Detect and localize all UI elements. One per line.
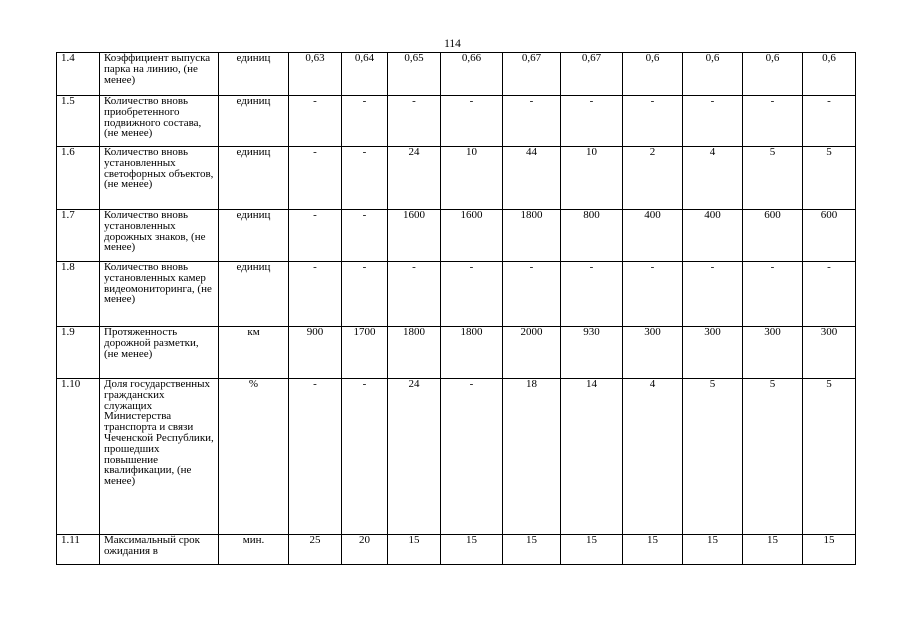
value-cell: 18 [503,379,561,535]
unit-cell: км [219,327,289,379]
table-row [57,379,856,535]
value-cell: 10 [561,147,623,210]
value-cell: 15 [441,535,503,565]
value-cell: 15 [803,535,856,565]
value-cell: - [803,262,856,327]
value-cell: 0,66 [441,53,503,96]
value-cell: 24 [388,147,441,210]
value-cell: 0,67 [503,53,561,96]
value-cell: - [289,96,342,147]
value-cell: 4 [683,147,743,210]
value-cell: - [441,262,503,327]
value-cell: 15 [623,535,683,565]
value-cell: 800 [561,210,623,262]
indicator-name: Количество вновь установленных светофорных объектов, (не менее) [100,147,219,210]
value-cell: - [342,262,388,327]
value-cell: 10 [441,147,503,210]
value-cell: 1600 [441,210,503,262]
unit-cell: % [219,379,289,535]
value-cell: 24 [388,379,441,535]
value-cell: 0,64 [342,53,388,96]
value-cell: 20 [342,535,388,565]
value-cell: 25 [289,535,342,565]
value-cell: - [683,262,743,327]
value-cell: 2000 [503,327,561,379]
value-cell: 0,65 [388,53,441,96]
unit-cell: единиц [219,53,289,96]
value-cell: 5 [743,379,803,535]
value-cell: - [441,379,503,535]
value-cell: 15 [743,535,803,565]
unit-cell: единиц [219,147,289,210]
unit-cell: мин. [219,535,289,565]
row-number: 1.4 [57,53,100,96]
row-number: 1.5 [57,96,100,147]
table-row [57,262,856,327]
value-cell: 300 [683,327,743,379]
row-number: 1.11 [57,535,100,565]
value-cell: 400 [683,210,743,262]
value-cell: 0,63 [289,53,342,96]
row-number: 1.8 [57,262,100,327]
value-cell: 15 [683,535,743,565]
value-cell: 4 [623,379,683,535]
value-cell: - [441,96,503,147]
indicator-name: Протяженность дорожной разметки, (не менее) [100,327,219,379]
table-row [57,327,856,379]
indicator-name: Количество вновь установленных камер видеомониторинга, (не менее) [100,262,219,327]
indicator-name: Максимальный срок ожидания в [100,535,219,565]
value-cell: 5 [803,147,856,210]
row-number: 1.9 [57,327,100,379]
table-row [57,53,856,96]
value-cell: 1800 [388,327,441,379]
value-cell: - [289,379,342,535]
table-row [57,210,856,262]
value-cell: 5 [743,147,803,210]
value-cell: 15 [561,535,623,565]
value-cell: 400 [623,210,683,262]
value-cell: 5 [683,379,743,535]
value-cell: 900 [289,327,342,379]
indicator-name: Количество вновь установленных дорожных знаков, (не менее) [100,210,219,262]
table-body [57,53,856,565]
value-cell: 5 [803,379,856,535]
value-cell: 1800 [441,327,503,379]
value-cell: 0,6 [623,53,683,96]
value-cell: 44 [503,147,561,210]
value-cell: 0,6 [683,53,743,96]
value-cell: - [388,262,441,327]
indicators-table [56,52,856,565]
value-cell: - [289,210,342,262]
value-cell: 2 [623,147,683,210]
value-cell: - [388,96,441,147]
value-cell: 300 [623,327,683,379]
indicator-name: Коэффициент выпуска парка на линию, (не менее) [100,53,219,96]
page-number: 114 [444,38,461,50]
value-cell: 0,67 [561,53,623,96]
value-cell: 15 [503,535,561,565]
unit-cell: единиц [219,262,289,327]
value-cell: 14 [561,379,623,535]
value-cell: - [743,96,803,147]
value-cell: 930 [561,327,623,379]
value-cell: 1700 [342,327,388,379]
value-cell: - [561,96,623,147]
unit-cell: единиц [219,96,289,147]
value-cell: - [342,210,388,262]
value-cell: 15 [388,535,441,565]
row-number: 1.6 [57,147,100,210]
table-row [57,147,856,210]
value-cell: - [561,262,623,327]
value-cell: - [623,262,683,327]
indicator-name: Доля государственных гражданских служащих Министерства транспорта и связи Чеченской Республики, прошедших повышение квалификации, (не менее) [100,379,219,535]
value-cell: 1600 [388,210,441,262]
value-cell: 300 [803,327,856,379]
value-cell: - [342,147,388,210]
value-cell: - [623,96,683,147]
row-number: 1.7 [57,210,100,262]
value-cell: - [803,96,856,147]
indicator-name: Количество вновь приобретенного подвижного состава, (не менее) [100,96,219,147]
value-cell: - [342,96,388,147]
value-cell: 300 [743,327,803,379]
value-cell: 1800 [503,210,561,262]
value-cell: 600 [803,210,856,262]
value-cell: - [503,96,561,147]
value-cell: 0,6 [803,53,856,96]
unit-cell: единиц [219,210,289,262]
value-cell: - [503,262,561,327]
table-row [57,96,856,147]
value-cell: 600 [743,210,803,262]
row-number: 1.10 [57,379,100,535]
value-cell: - [683,96,743,147]
value-cell: 0,6 [743,53,803,96]
value-cell: - [743,262,803,327]
table-row [57,535,856,565]
value-cell: - [342,379,388,535]
value-cell: - [289,147,342,210]
value-cell: - [289,262,342,327]
